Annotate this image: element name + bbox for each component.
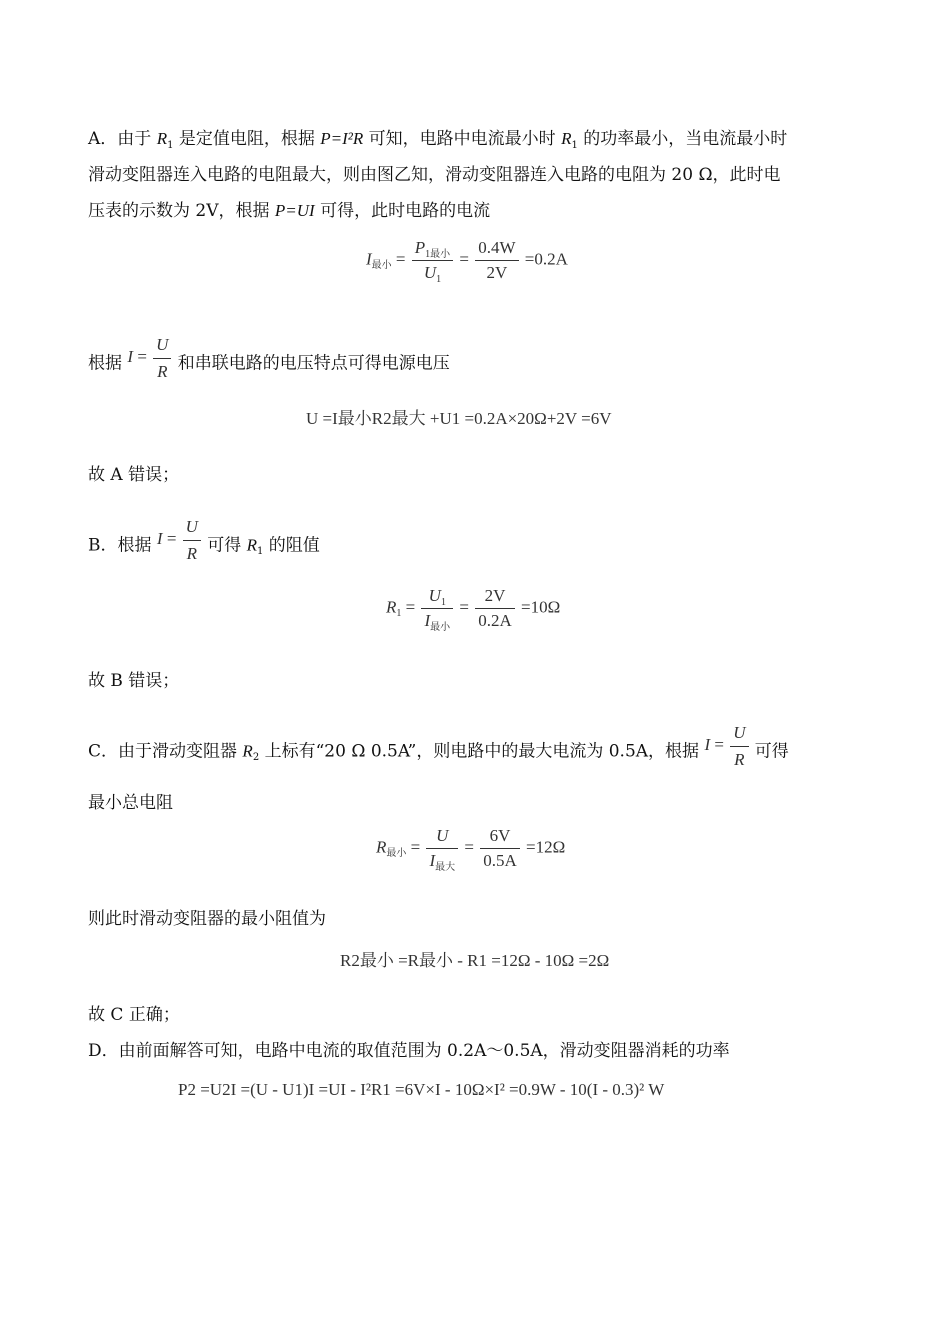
part-c-line-1: C．由于滑动变阻器 $R_2$ 上标有“20 Ω 0.5A”，则电路中的最大电流为 0.5A，根据 I = $\frac{U}{R}$ 可得 [88, 723, 789, 769]
part-a-ohm-line: 根据 I = $\frac{U}{R}$ 和串联电路的电压特点可得电源电压 [88, 335, 450, 381]
part-c-line-2: 最小总电阻 [88, 793, 173, 813]
equation-b1: $R_1$ = $U_1$ $I_{最小}$ = $\frac{2V}{0.2A}$ =10Ω [386, 586, 561, 633]
part-a-line-3: 压表的示数为 2V，根据 P=UI 可得，此时电路的电流 [88, 201, 491, 221]
equation-a2: U =I最小R2最大 +U1 =0.2A×20Ω+2V =6V [306, 409, 612, 428]
fraction-numeric: $\frac{0.4W}{2V}$ [475, 238, 518, 283]
part-a-conclusion: 故 A 错误； [88, 465, 180, 485]
part-c-conclusion: 故 C 正确； [88, 1005, 180, 1025]
equation-c1: $R_{最小}$ = U $I_{最大}$ = $\frac{6V}{0.5A}$ =12Ω [376, 826, 566, 873]
ohm-law-fraction: I = $\frac{U}{R}$ [127, 347, 177, 366]
ohm-law-fraction: I = $\frac{U}{R}$ [704, 735, 754, 754]
part-a-line-1: A．由于 $R_1$ 是定值电阻，根据 P=I²R 可知，电路中电流最小时 $R_1$ 的功率最小，当电流最小时 [88, 129, 788, 151]
part-c-line-3: 则此时滑动变阻器的最小阻值为 [88, 909, 326, 929]
equation-d1: P2 =U2I =(U - U1)I =UI - I²R1 =6V×I - 10Ω×I² =0.9W - 10(I - 0.3)² W [178, 1080, 665, 1099]
equation-a1: $I_{最小}$ = $P_{1最小}$ $U_1$ = $\frac{0.4W}{2V}$ =0.2A [366, 238, 568, 285]
part-a-line-2: 滑动变阻器连入电路的电阻最大，则由图乙知，滑动变阻器连入电路的电阻为 20 Ω，此时电 [88, 165, 781, 185]
part-b-line-1: B．根据 I = $\frac{U}{R}$ 可得 $R_1$ 的阻值 [88, 517, 320, 563]
part-d-line-1: D．由前面解答可知，电路中电流的取值范围为 0.2A～0.5A，滑动变阻器消耗的功率 [88, 1041, 730, 1061]
fraction-power-voltage: $P_{1最小}$ $U_1$ [412, 238, 453, 283]
equation-c2: R2最小 =R最小 - R1 =12Ω - 10Ω =2Ω [340, 951, 610, 970]
ohm-law-fraction: I = $\frac{U}{R}$ [157, 529, 207, 548]
part-b-conclusion: 故 B 错误； [88, 671, 180, 691]
